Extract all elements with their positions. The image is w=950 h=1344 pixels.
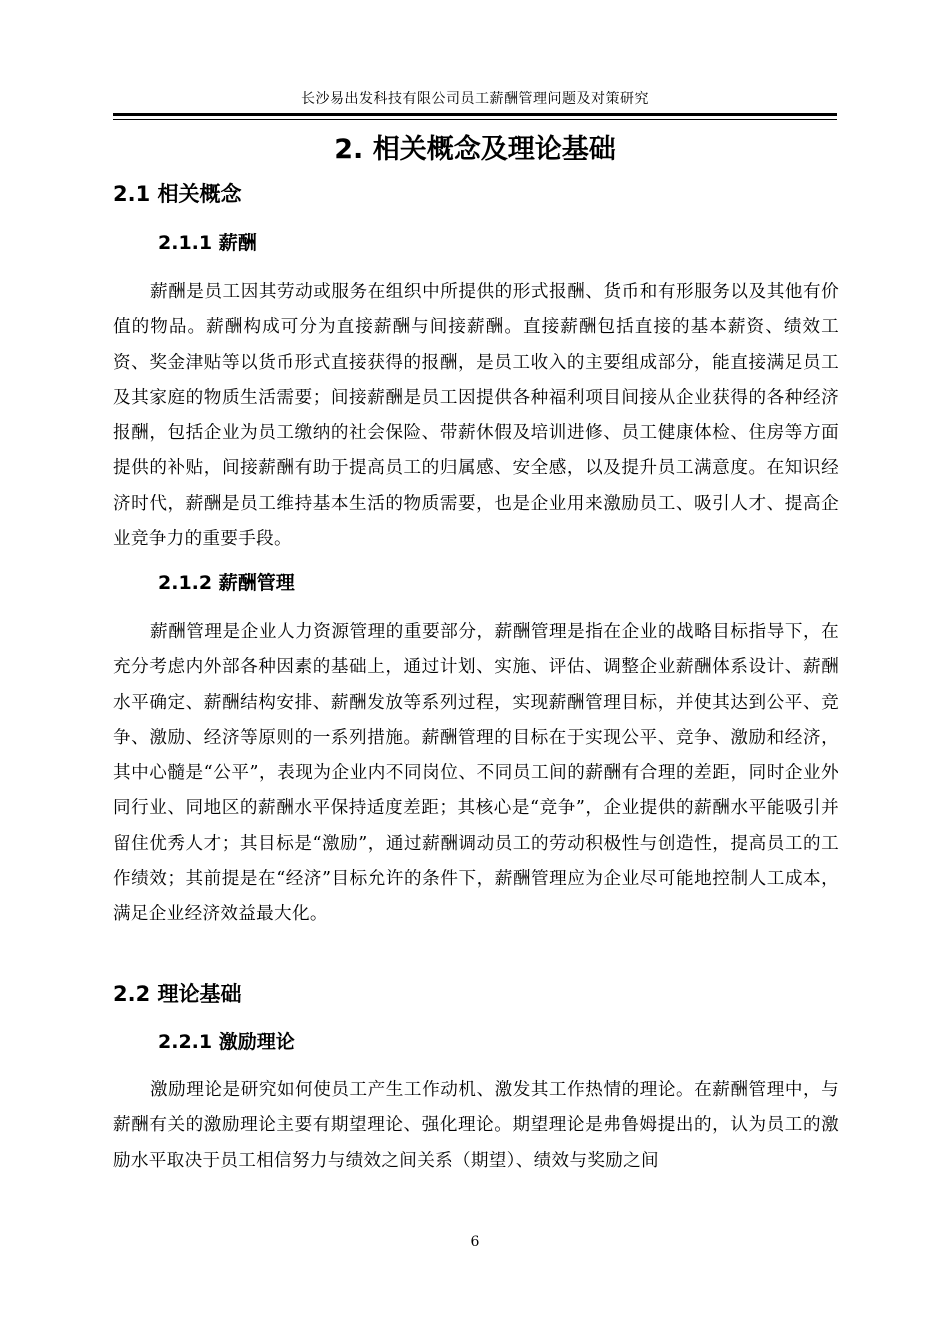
subsection-heading-2-2-1: 2.2.1 激励理论 xyxy=(158,1031,295,1053)
subsection-heading-2-1-2: 2.1.2 薪酬管理 xyxy=(158,572,295,594)
section-heading-2-1: 2.1 相关概念 xyxy=(113,182,242,206)
chapter-title: 2. 相关概念及理论基础 xyxy=(334,134,616,165)
header-rule-thick xyxy=(113,113,837,116)
section-heading-2-2: 2.2 理论基础 xyxy=(113,982,242,1006)
subsection-heading-2-1-1: 2.1.1 薪酬 xyxy=(158,232,257,254)
running-header: 长沙易出发科技有限公司员工薪酬管理问题及对策研究 xyxy=(301,91,649,107)
page-number: 6 xyxy=(470,1234,480,1250)
header-rule-thin xyxy=(113,119,837,120)
paragraph-salary-definition: 薪酬是员工因其劳动或服务在组织中所提供的形式报酬、货币和有形服务以及其他有价值的物品。薪酬构成可分为直接薪酬与间接薪酬。直接薪酬包括直接的基本薪资、绩效工资、奖金津贴等以货币形式直接获得的报酬，是员工收入的主要组成部分，能直接满足员工及其家庭的物质生活需要；间接薪酬是员工因提供各种福利项目间接从企业获得的各种经济报酬，包括企业为员工缴纳的社会保险、带薪休假及培训进修、员工健康体检、住房等方面提供的补贴，间接薪酬有助于提高员工的归属感、安全感，以及提升员工满意度。在知识经济时代，薪酬是员工维持基本生活的物质需要，也是企业用来激励员工、吸引人才、提高企业竞争力的重要手段。 xyxy=(113,282,839,550)
paragraph-salary-management: 薪酬管理是企业人力资源管理的重要部分，薪酬管理是指在企业的战略目标指导下，在充分考虑内外部各种因素的基础上，通过计划、实施、评估、调整企业薪酬体系设计、薪酬水平确定、薪酬结构安排、薪酬发放等系列过程，实现薪酬管理目标，并使其达到公平、竞争、激励、经济等原则的一系列措施。薪酬管理的目标在于实现公平、竞争、激励和经济，其中心髓是“公平”，表现为企业内不同岗位、不同员工间的薪酬有合理的差距，同时企业外同行业、同地区的薪酬水平保持适度差距；其核心是“竞争”，企业提供的薪酬水平能吸引并留住优秀人才；其目标是“激励”，通过薪酬调动员工的劳动积极性与创造性，提高员工的工作绩效；其前提是在“经济”目标允许的条件下，薪酬管理应为企业尽可能地控制人工成本，满足企业经济效益最大化。 xyxy=(113,622,839,925)
paragraph-motivation-theory: 激励理论是研究如何使员工产生工作动机、激发其工作热情的理论。在薪酬管理中，与薪酬有关的激励理论主要有期望理论、强化理论。期望理论是弗鲁姆提出的，认为员工的激励水平取决于员工相信努力与绩效之间关系（期望）、绩效与奖励之间 xyxy=(113,1080,839,1171)
